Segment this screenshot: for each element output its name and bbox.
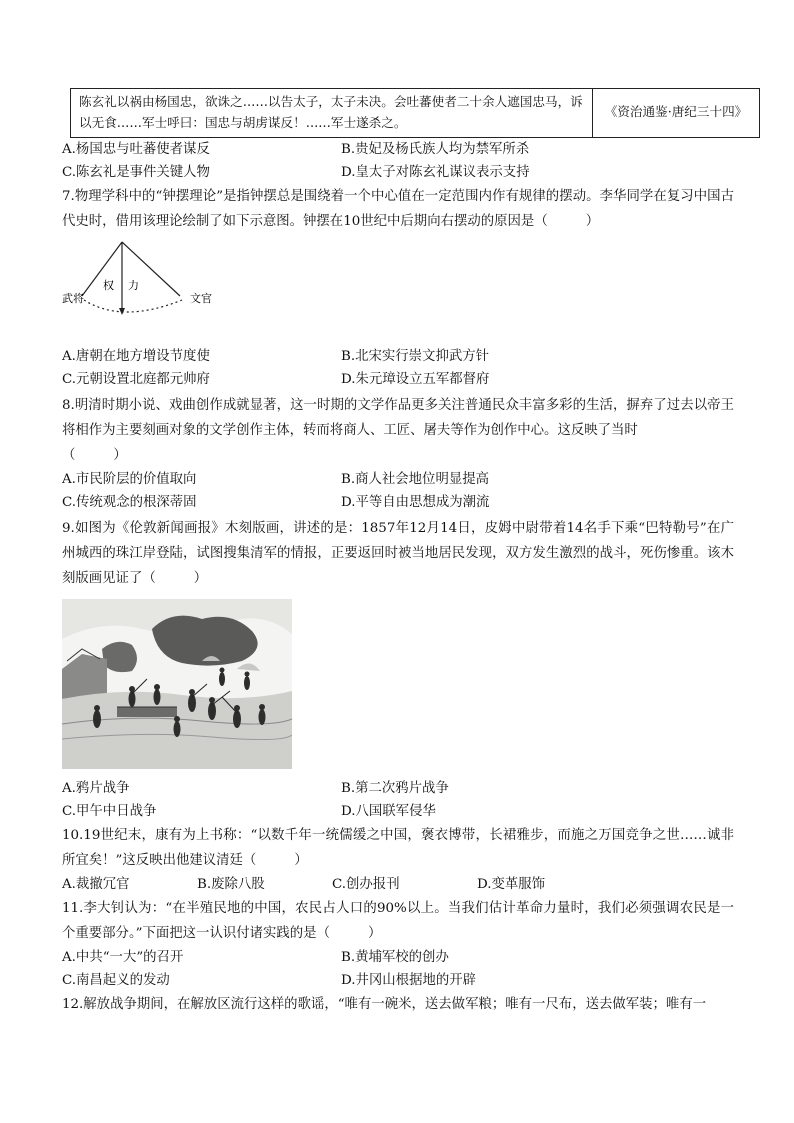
q8-options (62, 468, 734, 514)
q7-option-c[interactable]: C.元朝设置北庭都元帅府 (62, 372, 210, 388)
q11-stem (62, 896, 734, 946)
q7-option-a[interactable]: A.唐朝在地方增设节度使 (62, 349, 210, 365)
q8-stem (62, 393, 734, 468)
q9-option-a[interactable]: A.鸦片战争 (62, 781, 130, 797)
q6-option-c[interactable]: C.陈玄礼是事件关键人物 (62, 164, 210, 180)
q7-option-d[interactable]: D.朱元璋设立五军都督府 (341, 372, 490, 388)
pendulum-diagram (62, 240, 237, 330)
pendulum-arc (84, 300, 182, 312)
q12-stem-text: 12.解放战争期间，在解放区流行这样的歌谣，“唯有一碗米，送去做军粮；唯有一尺布，送去做军装；唯有一 (62, 997, 707, 1013)
q8-option-a[interactable]: A.市民阶层的价值取向 (62, 472, 197, 488)
q9-stem-end: ） (193, 571, 208, 587)
label-power-2: 力 (128, 278, 139, 292)
q7-stem-end: ） (585, 213, 600, 229)
exam-page (62, 88, 748, 1017)
q9-stem-text: 9.如图为《伦敦新闻画报》木刻版画，讲述的是：1857年12月14日，皮姆中尉带着14名手下乘“巴特勒号”在广州城西的珠江岸登陆，试图搜集清军的情报，正要返回时被当地居民发现，双方发生激烈的战斗，死伤惨重。该木刻版画见证了（ (62, 521, 734, 587)
q8-option-c[interactable]: C.传统观念的根深蒂固 (62, 495, 197, 511)
q9-option-d[interactable]: D.八国联军侵华 (341, 804, 436, 820)
label-power-1: 权 (103, 278, 114, 292)
label-military: 武将 (62, 291, 84, 305)
q10-option-d[interactable]: D.变革服饰 (477, 877, 546, 893)
q6-option-b[interactable]: B.贵妃及杨氏族人均为禁军所杀 (341, 141, 530, 157)
q6-options (62, 138, 734, 184)
q11-option-a[interactable]: A.中共“一大”的召开 (62, 950, 184, 966)
q10-option-a[interactable]: A.裁撤冗官 (62, 877, 130, 893)
woodcut-engraving-image (62, 599, 292, 769)
q10-options (62, 873, 734, 896)
q9-stem (62, 516, 734, 591)
q10-stem-end: ） (294, 853, 308, 869)
q8-option-d[interactable]: D.平等自由思想成为潮流 (341, 495, 490, 511)
q12-stem (62, 992, 734, 1017)
q11-option-d[interactable]: D.井冈山根据地的开辟 (341, 973, 477, 989)
pendulum-left-arm (82, 242, 122, 296)
source-excerpt: 陈玄礼以祸由杨国忠，欲诛之……以告太子，太子未决。会吐蕃使者二十余人遮国忠马，诉以无食……军士呼曰：国忠与胡虏谋反！……军士遂杀之。 (71, 89, 593, 138)
q7-options (62, 345, 734, 391)
q10-stem (62, 823, 734, 873)
source-citation: 《资治通鉴·唐纪三十四》 (593, 89, 760, 138)
source-table (70, 88, 760, 138)
q11-stem-end: ） (367, 926, 382, 942)
q11-option-c[interactable]: C.南昌起义的发动 (62, 973, 170, 989)
q11-option-b[interactable]: B.黄埔军校的创办 (341, 950, 449, 966)
q10-stem-text: 10.19世纪末，康有为上书称：“以数千年一统儒缓之中国，褒衣博带，长裙雅步，而施之万国竞争之世……诚非所宜矣！”这反映出他建议清廷（ (62, 828, 734, 869)
label-civil: 文官 (190, 291, 212, 305)
q7-option-b[interactable]: B.北宋实行崇文抑武方针 (341, 349, 490, 365)
q9-options (62, 777, 734, 823)
q7-stem (62, 184, 734, 234)
q11-stem-text: 11.李大钊认为：“在半殖民地的中国，农民占人口的90%以上。当我们估计革命力量时，我们必须强调农民是一个重要部分。”下面把这一认识付诸实践的是（ (62, 901, 734, 942)
q10-option-b[interactable]: B.废除八股 (197, 877, 265, 893)
q10-option-c[interactable]: C.创办报刊 (332, 877, 400, 893)
q11-options (62, 946, 734, 992)
q8-paren-close: ） (113, 448, 127, 464)
q6-option-d[interactable]: D.皇太子对陈玄礼谋议表示支持 (341, 164, 530, 180)
q9-option-c[interactable]: C.甲午中日战争 (62, 804, 157, 820)
q8-option-b[interactable]: B.商人社会地位明显提高 (341, 472, 490, 488)
q8-stem-text: 8.明清时期小说、戏曲创作成就显著，这一时期的文学作品更多关注普通民众丰富多彩的生活，摒弃了过去以帝王将相作为主要刻画对象的文学创作主体，转而将商人、工匠、屠夫等作为创作中心。这反映了当时 (62, 398, 734, 439)
q9-option-b[interactable]: B.第二次鸦片战争 (341, 781, 449, 797)
q6-option-a[interactable]: A.杨国忠与吐蕃使者谋反 (62, 141, 210, 157)
q7-stem-text: 7.物理学科中的“钟摆理论”是指钟摆总是围绕着一个中心值在一定范围内作有规律的摆动。李华同学在复习中国古代史时，借用该理论绘制了如下示意图。钟摆在10世纪中后期向右摆动的原因是（ (62, 188, 734, 229)
q8-paren-open: （ (62, 448, 76, 464)
